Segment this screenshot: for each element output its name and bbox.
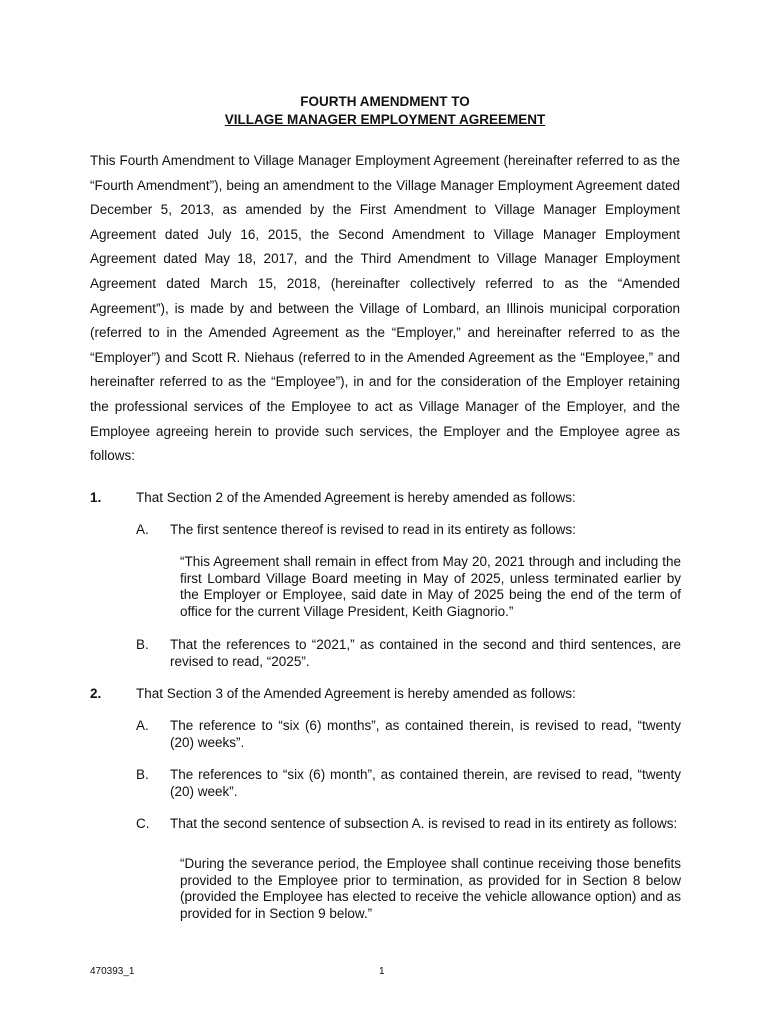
section-2-item-a-letter: A. xyxy=(136,718,149,733)
section-1-item-b-letter: B. xyxy=(136,637,149,652)
footer-page-number: 1 xyxy=(379,966,385,977)
section-1-item-a-text: The first sentence thereof is revised to read in its entirety as follows: xyxy=(170,522,576,537)
section-1-text: That Section 2 of the Amended Agreement is hereby amended as follows: xyxy=(136,490,576,505)
section-2-item-a-text: The reference to “six (6) months”, as contained therein, is revised to read, “twenty (20) weeks”. xyxy=(170,718,681,750)
section-2-text: That Section 3 of the Amended Agreement is hereby amended as follows: xyxy=(136,686,576,701)
section-2-item-c-quote: “During the severance period, the Employee shall continue receiving those benefits provided to the Employee prior to termination, as provided for in Section 8 below (provided the Employee has elected to receive the vehicle allowance option) and as provided for in Section 9 below.” xyxy=(180,856,681,921)
section-2-number: 2. xyxy=(90,686,102,701)
footer-document-id: 470393_1 xyxy=(90,966,135,977)
section-1-item-b-text: That the references to “2021,” as contained in the second and third sentences, are revised to read, “2025”. xyxy=(170,637,681,669)
section-1-item-a-quote: “This Agreement shall remain in effect from May 20, 2021 through and including the first Lombard Village Board meeting in May of 2025, unless terminated earlier by the Employer or Employee, said date in May of 2025 being the end of the term of office for the current Village President, Keith Giagnorio.” xyxy=(180,554,681,619)
title-line-1: FOURTH AMENDMENT TO xyxy=(300,94,470,109)
title-line-2: VILLAGE MANAGER EMPLOYMENT AGREEMENT xyxy=(224,112,546,127)
document-title xyxy=(90,93,680,129)
intro-paragraph: This Fourth Amendment to Village Manager Employment Agreement (hereinafter referred to as the “Fourth Amendment”), being an amendment to the Village Manager Employment Agreement dated December 5, 2013, as amended by the First Amendment to Village Manager Employment Agreement dated July 16, 2015, the Second Amendment to Village Manager Employment Agreement dated May 18, 2017, and the Third Amendment to Village Manager Employment Agreement dated March 15, 2018, (hereinafter collectively referred to as the “Amended Agreement”), is made by and between the Village of Lombard, an Illinois municipal corporation (referred to in the Amended Agreement as the “Employer,” and hereinafter referred to as the “Employer”) and Scott R. Niehaus (referred to in the Amended Agreement as the “Employee,” and hereinafter referred to as the “Employee”), in and for the consideration of the Employer retaining the professional services of the Employee to act as Village Manager of the Employer, and the Employee agreeing herein to provide such services, the Employer and the Employee agree as follows: xyxy=(90,153,680,464)
section-2-item-b-letter: B. xyxy=(136,767,149,782)
section-2-item-b-text: The references to “six (6) month”, as contained therein, are revised to read, “twenty (20) week”. xyxy=(170,767,681,799)
section-2-item-c-text: That the second sentence of subsection A. is revised to read in its entirety as follows: xyxy=(170,816,678,831)
section-1-number: 1. xyxy=(90,490,102,505)
section-2-item-c-letter: C. xyxy=(136,816,150,831)
section-1-item-a-letter: A. xyxy=(136,522,149,537)
